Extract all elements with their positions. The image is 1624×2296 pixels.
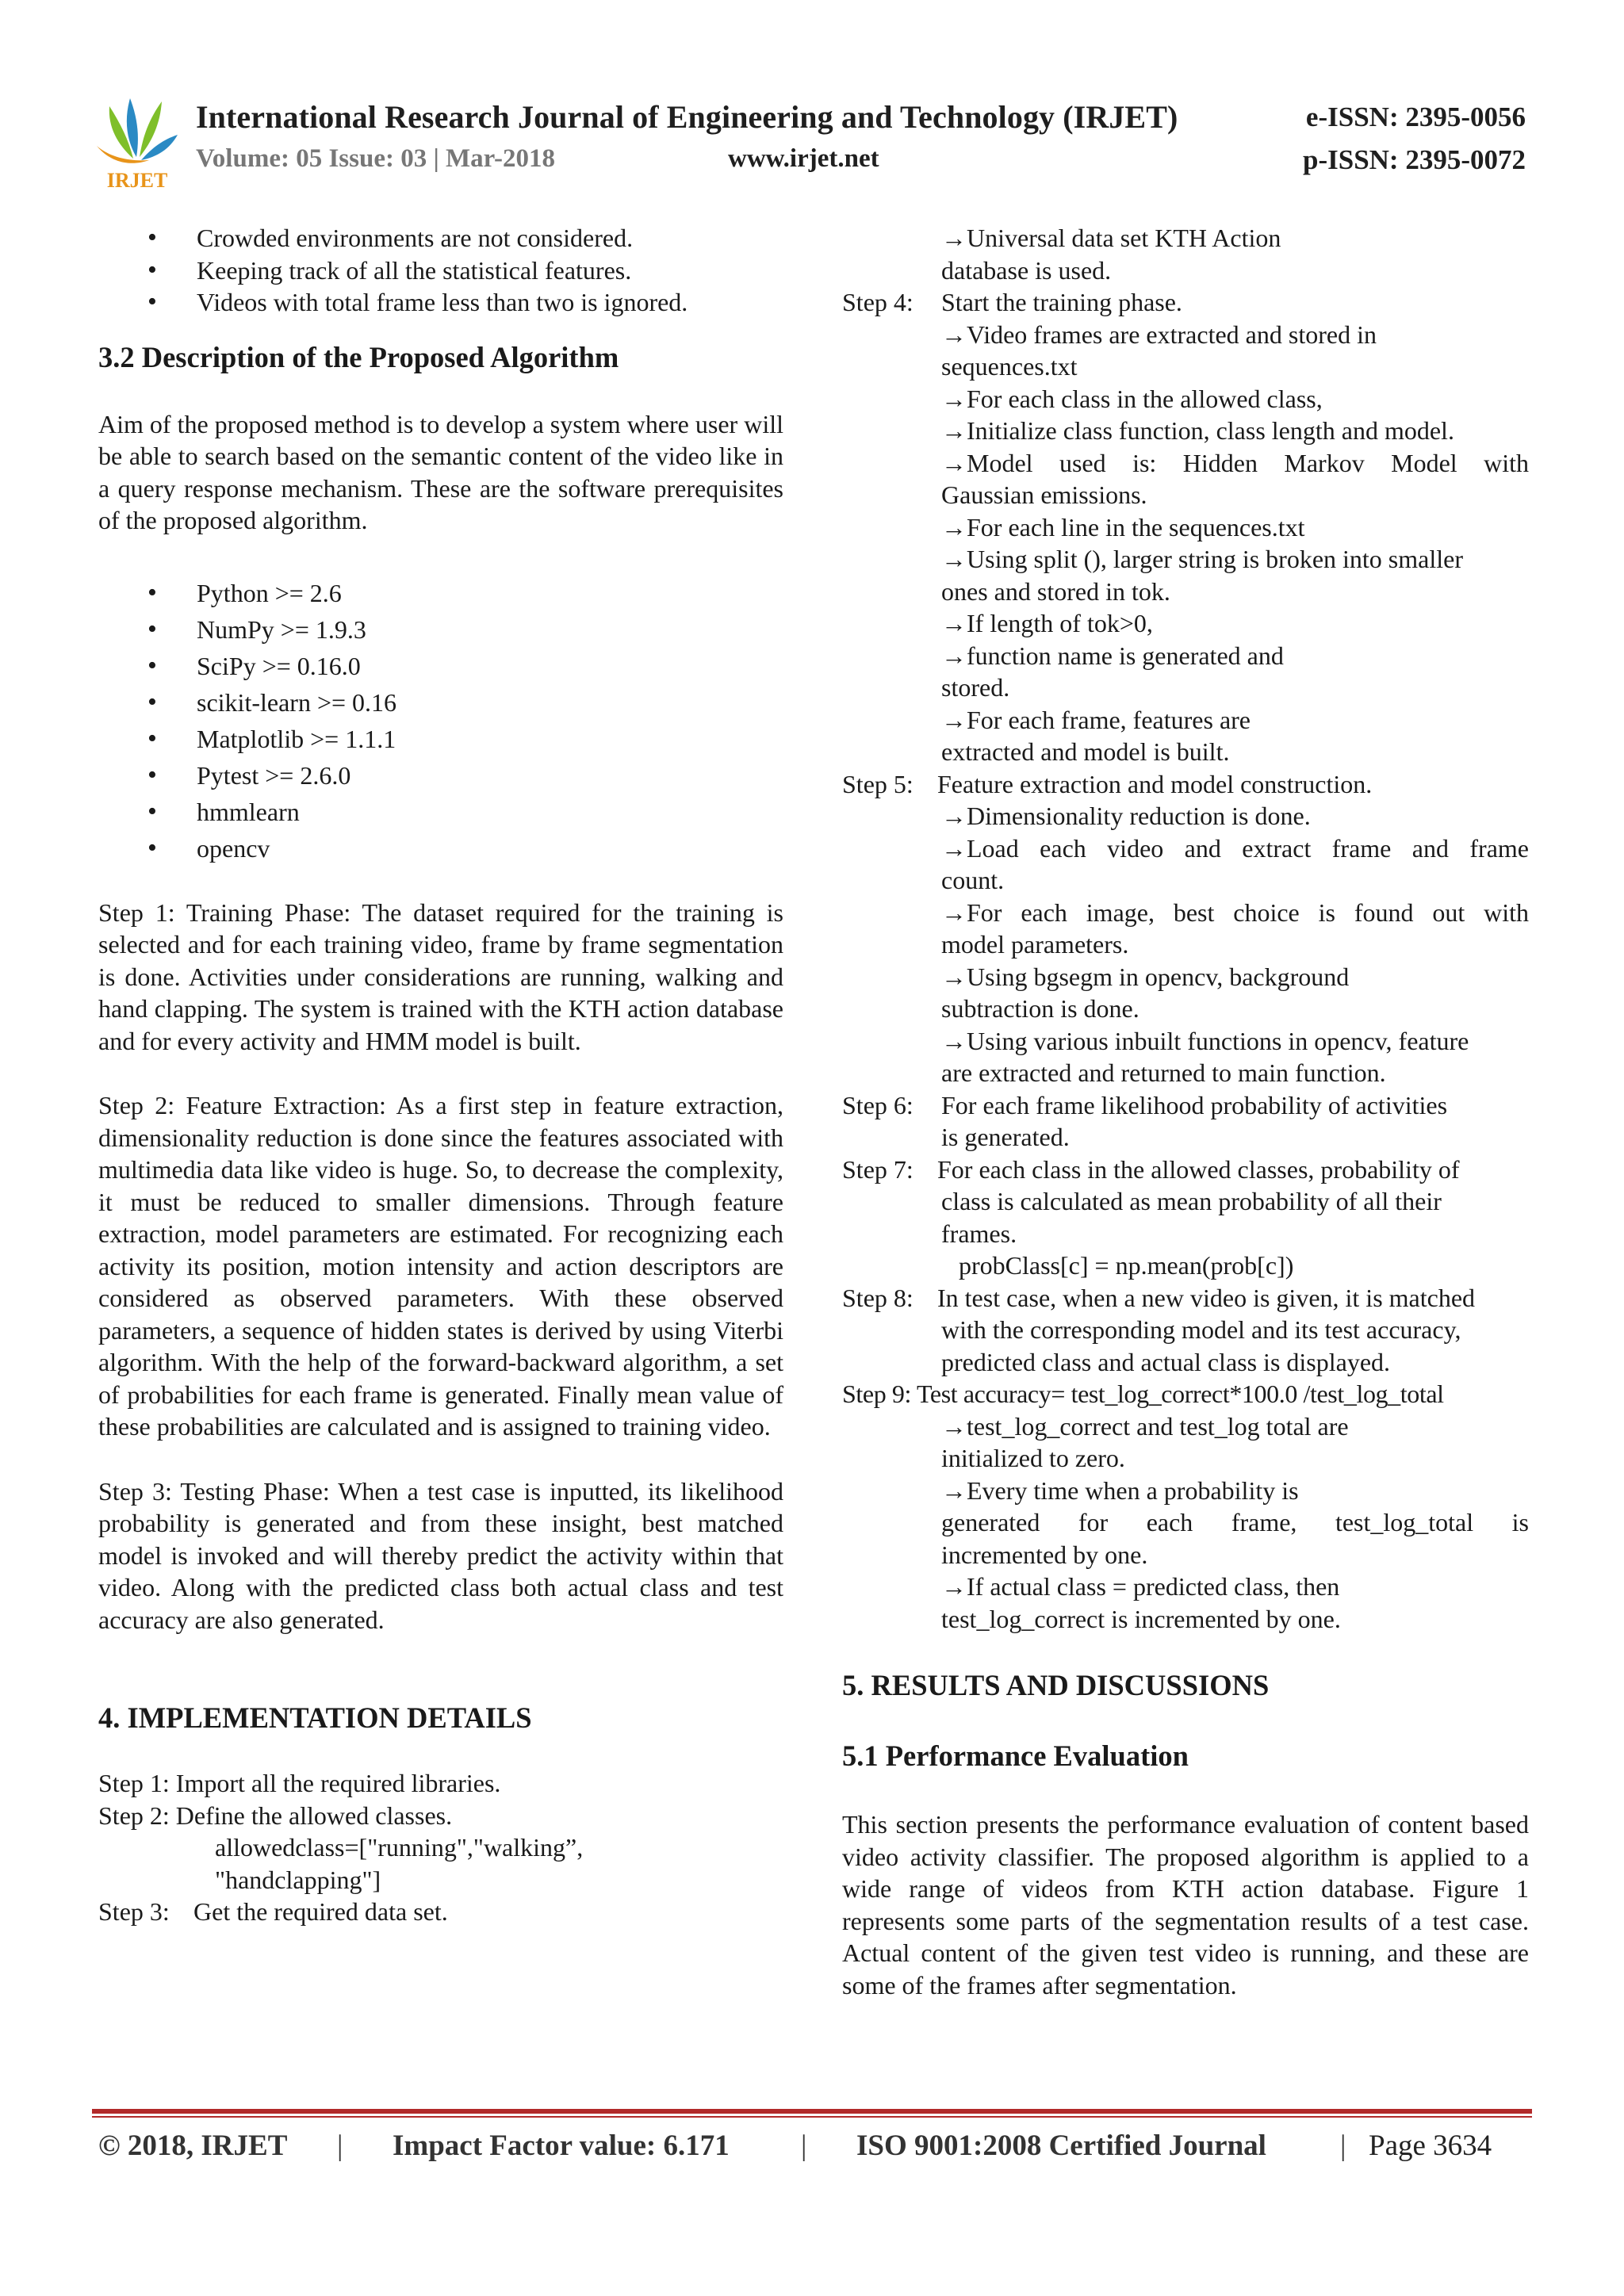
impl-step-1: Step 1: Import all the required libraries. — [98, 1769, 501, 1797]
footer-copyright: © 2018, IRJET — [98, 2130, 288, 2162]
footer-separator: | — [1340, 2130, 1346, 2162]
footer-separator: | — [337, 2130, 343, 2162]
step4-line: Gaussian emissions. — [941, 480, 1147, 509]
step9-line: →test_log_correct and test_log total are — [941, 1411, 1349, 1441]
step9-line: test_log_correct is incremented by one. — [941, 1604, 1341, 1633]
step4-line: →Video frames are extracted and stored in — [941, 320, 1377, 349]
list-item: • Crowded environments are not considered. — [98, 222, 783, 254]
step4-line: extracted and model is built. — [941, 737, 1230, 766]
section-heading-3-2: 3.2 Description of the Proposed Algorithm — [98, 340, 619, 373]
list-item: • Videos with total frame less than two is ignored. — [98, 286, 783, 319]
step7-line: class is calculated as mean probability of all their — [941, 1187, 1442, 1215]
volume-issue: Volume: 05 Issue: 03 | Mar-2018 — [196, 144, 556, 173]
step9-line: incremented by one. — [941, 1540, 1148, 1569]
step-text: For each frame likelihood probability of activities — [941, 1090, 1448, 1119]
step3-paragraph: Step 3: Testing Phase: When a test case is inputted, its likelihood probability is generated and from these insight, best matched model is invoked and will thereby predict the activity within that video. Along with the predicted class both actual class and test accuracy are also generated. — [98, 1476, 783, 1634]
journal-website: www.irjet.net — [728, 144, 879, 173]
step3-continued-line-2: database is used. — [941, 255, 1112, 285]
step4-line: →Using split (), larger string is broken into smaller — [941, 545, 1463, 573]
step4-line: →For each frame, features are — [941, 705, 1251, 734]
step-7 — [842, 1154, 1529, 1186]
step-text: In test case, when a new video is given, it is matched — [937, 1283, 1476, 1312]
implementation-steps — [98, 1767, 783, 1928]
section-heading-4: 4. IMPLEMENTATION DETAILS — [98, 1701, 532, 1734]
step-label: Step 7: — [842, 1154, 914, 1184]
step-6 — [842, 1089, 1529, 1122]
p-issn: p-ISSN: 2395-0072 — [1302, 144, 1526, 175]
step5-line: subtraction is done. — [941, 994, 1139, 1023]
step8-line: with the corresponding model and its test accuracy, — [941, 1315, 1461, 1344]
step-4 — [842, 286, 1529, 319]
step-8 — [842, 1282, 1529, 1314]
step-text: Get the required data set. — [193, 1897, 448, 1926]
step9-line: →If actual class = predicted class, then — [941, 1572, 1340, 1601]
step7-code: probClass[c] = np.mean(prob[c]) — [959, 1251, 1294, 1280]
impl-step-3 — [98, 1896, 783, 1928]
page-header — [0, 0, 1624, 206]
step5-line: are extracted and returned to main function. — [941, 1058, 1386, 1087]
impl-step-2-code-line-2: "handclapping"] — [215, 1865, 381, 1894]
section-5-1-paragraph: This section presents the performance evaluation of content based video activity classifier. The proposed algorithm is applied to a wide range of videos from KTH action database. Figure 1 represents some parts of the segmentation results of a test case. Actual content of the given test video is running, and these are some of the frames after segmentation. — [842, 1810, 1529, 1999]
step5-line: →Dimensionality reduction is done. — [941, 802, 1311, 830]
step5-line: count. — [941, 866, 1005, 894]
step4-line: →For each class in the allowed class, — [941, 384, 1323, 413]
step1-paragraph: Step 1: Training Phase: The dataset required for the training is selected and for each training video, frame by frame segmentation is done. Activities under considerations are running, walking and hand clapping. The system is trained with the KTH action database and for every activity and HMM model is built. — [98, 897, 783, 1055]
e-issn: e-ISSN: 2395-0056 — [1305, 101, 1526, 132]
step4-line: →Initialize class function, class length and model. — [941, 416, 1454, 445]
step4-line: →Model used is: Hidden Markov Model with — [941, 448, 1529, 477]
step-5 — [842, 768, 1529, 801]
step5-line: →Using various inbuilt functions in opencv, feature — [941, 1026, 1469, 1055]
step-9: Step 9: Test accuracy= test_log_correct*100.0 /test_log_total — [842, 1380, 1444, 1408]
footer-iso: ISO 9001:2008 Certified Journal — [856, 2130, 1266, 2162]
step-label: Step 8: — [842, 1283, 914, 1312]
step4-line: stored. — [941, 673, 1010, 702]
list-item: • Keeping track of all the statistical features. — [98, 254, 783, 287]
step-title: Feature extraction and model construction. — [937, 769, 1373, 798]
list-item: • scikit-learn >= 0.16 — [98, 684, 783, 721]
step9-line: generated for each frame, test_log_total is — [941, 1508, 1529, 1536]
step5-line: →For each image, best choice is found out with — [941, 897, 1529, 927]
irjet-logo — [94, 89, 181, 192]
step4-line: →function name is generated and — [941, 641, 1284, 670]
impl-step-2-code-line-1: allowedclass=["running","walking”, — [215, 1833, 584, 1862]
list-item: • Python >= 2.6 — [98, 575, 783, 611]
step2-paragraph: Step 2: Feature Extraction: As a first step in feature extraction, dimensionality reduction is done since the features associated with multimedia data like video is huge. So, to decrease the complexity, it must be reduced to smaller dimensions. Through feature extraction, model parameters are estimated. For recognizing each activity its position, motion intensity and action descriptors are considered as observed parameters. With these observed parameters, a sequence of hidden states is derived by using Viterbi algorithm. With the help of the forward-backward algorithm, a set of probabilities for each frame is generated. Finally mean value of these probabilities are calculated and is assigned to training video. — [98, 1091, 783, 1441]
step8-line: predicted class and actual class is displayed. — [941, 1347, 1391, 1376]
list-item: • SciPy >= 0.16.0 — [98, 648, 783, 684]
step3-continued-line-1: →Universal data set KTH Action — [941, 224, 1281, 252]
section-heading-5: 5. RESULTS AND DISCUSSIONS — [842, 1669, 1270, 1701]
step5-line: →Load each video and extract frame and frame — [941, 833, 1529, 863]
list-item: • Pytest >= 2.6.0 — [98, 757, 783, 794]
step-label: Step 6: — [842, 1090, 914, 1119]
step9-line: →Every time when a probability is — [941, 1475, 1299, 1505]
step4-line: →If length of tok>0, — [941, 609, 1153, 637]
step5-line: model parameters. — [941, 930, 1129, 959]
step-label: Step 4: — [842, 288, 914, 316]
impl-step-2: Step 2: Define the allowed classes. — [98, 1800, 453, 1830]
prerequisites-list — [98, 575, 783, 867]
step-text: For each class in the allowed classes, probability of — [937, 1154, 1460, 1184]
right-column — [842, 222, 1529, 2001]
list-item: • opencv — [98, 830, 783, 867]
logo-text: IRJET — [106, 169, 168, 192]
step9-line: initialized to zero. — [941, 1444, 1125, 1472]
step4-line: →For each line in the sequences.txt — [941, 512, 1305, 541]
limitations-list — [98, 222, 783, 319]
step-label: Step 5: — [842, 769, 914, 798]
step-title: Start the training phase. — [941, 288, 1182, 316]
list-item: • hmmlearn — [98, 794, 783, 830]
step4-line: sequences.txt — [941, 352, 1078, 381]
footer-page-number: Page 3634 — [1369, 2130, 1492, 2162]
footer-impact-factor: Impact Factor value: 6.171 — [393, 2130, 730, 2162]
step7-line: frames. — [941, 1219, 1017, 1248]
step6-line: is generated. — [941, 1123, 1070, 1151]
step-label: Step 3: — [98, 1897, 170, 1926]
list-item: • NumPy >= 1.9.3 — [98, 611, 783, 648]
step4-line: ones and stored in tok. — [941, 576, 1170, 606]
journal-title: International Research Journal of Engineering and Technology (IRJET) — [196, 99, 1178, 135]
left-column — [98, 222, 783, 1928]
section-heading-5-1: 5.1 Performance Evaluation — [842, 1739, 1189, 1772]
list-item: • Matplotlib >= 1.1.1 — [98, 721, 783, 757]
section-3-2-paragraph: Aim of the proposed method is to develop a system where user will be able to search based on the semantic content of the video like in a query response mechanism. These are the software prerequisites of the proposed algorithm. — [98, 409, 783, 534]
step5-line: →Using bgsegm in opencv, background — [941, 962, 1350, 991]
footer-separator: | — [801, 2130, 807, 2162]
